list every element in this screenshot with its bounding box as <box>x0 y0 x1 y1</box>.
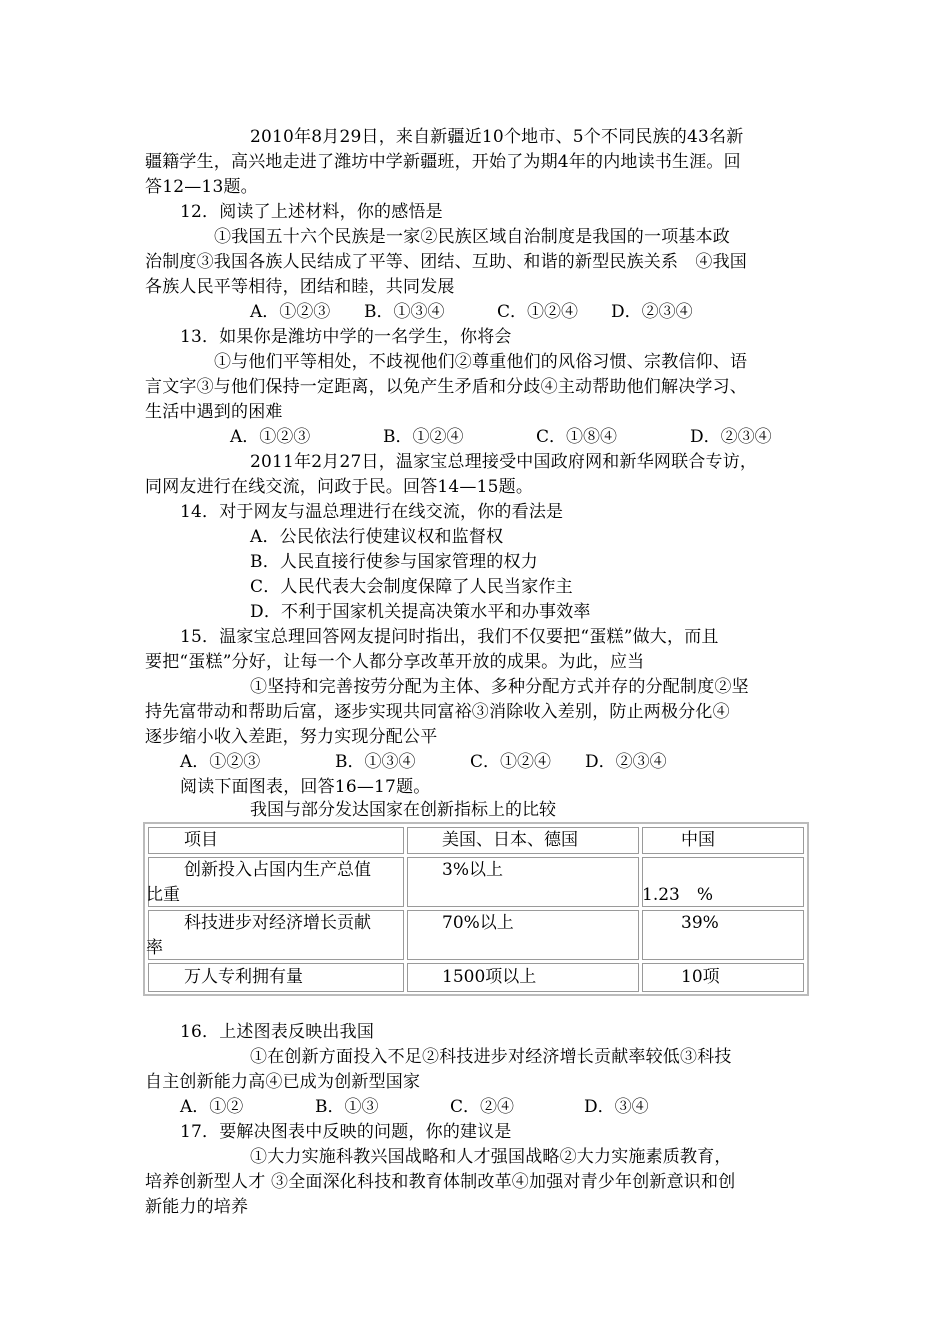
q12-statement-line-3: 各族人民平等相待，团结和睦，共同发展 <box>145 277 455 297</box>
q13-option-a: A．①②③ <box>230 427 311 447</box>
q16-stem: 16．上述图表反映出我国 <box>180 1022 375 1042</box>
table-row <box>148 910 404 960</box>
passage-b-line-2: 同网友进行在线交流，问政于民。回答14—15题。 <box>145 477 534 497</box>
q13-stem: 13．如果你是潍坊中学的一名学生，你将会 <box>180 327 512 347</box>
q14-option-d: D．不利于国家机关提高决策水平和办事效率 <box>250 602 591 622</box>
row-developed-value: 1500项以上 <box>442 967 537 987</box>
q15-option-d: D．②③④ <box>585 752 667 772</box>
table-cell <box>642 910 804 960</box>
table-cell <box>642 963 804 992</box>
row-developed-value: 70%以上 <box>442 913 514 933</box>
q15-option-a: A．①②③ <box>180 752 261 772</box>
row-item-line-1: 创新投入占国内生产总值 <box>184 860 371 880</box>
q12-option-b: B．①③④ <box>364 302 445 322</box>
q12-option-c: C．①②④ <box>497 302 579 322</box>
comparison-table <box>143 822 809 996</box>
q17-statement-line-3: 新能力的培养 <box>145 1197 249 1217</box>
q15-statement-line-1: ①坚持和完善按劳分配为主体、多种分配方式并存的分配制度②坚 <box>250 677 749 697</box>
q16-statement-line-2: 自主创新能力高④已成为创新型国家 <box>145 1072 421 1092</box>
q12-stem: 12．阅读了上述材料，你的感悟是 <box>180 202 443 222</box>
passage-a-line-2: 疆籍学生，高兴地走进了潍坊中学新疆班，开始了为期4年的内地读书生涯。回 <box>145 152 741 172</box>
q15-statement-line-2: 持先富带动和帮助后富，逐步实现共同富裕③消除收入差别，防止两极分化④ <box>145 702 730 722</box>
table-cell <box>407 910 639 960</box>
table-title: 我国与部分发达国家在创新指标上的比较 <box>250 800 556 820</box>
q17-stem: 17．要解决图表中反映的问题，你的建议是 <box>180 1122 512 1142</box>
row-china-value: 10项 <box>681 967 720 987</box>
passage-a-line-3: 答12—13题。 <box>145 177 258 197</box>
q17-statement-line-1: ①大力实施科教兴国战略和人才强国战略②大力实施素质教育， <box>250 1147 732 1167</box>
row-item-line-2: 比重 <box>146 885 180 905</box>
q16-option-c: C．②④ <box>450 1097 515 1117</box>
row-china-value: 1.23 % <box>642 885 714 905</box>
table-header-cell <box>148 827 404 854</box>
q16-option-a: A．①② <box>180 1097 244 1117</box>
row-item-line-1: 科技进步对经济增长贡献 <box>184 913 371 933</box>
q12-statement-line-1: ①我国五十六个民族是一家②民族区域自治制度是我国的一项基本政 <box>214 227 730 247</box>
header-developed: 美国、日本、德国 <box>442 830 578 850</box>
table-header-cell <box>407 827 639 854</box>
q13-statement-line-3: 生活中遇到的困难 <box>145 402 283 422</box>
row-china-value: 39% <box>681 913 719 933</box>
q12-option-a: A．①②③ <box>250 302 331 322</box>
table-row <box>148 963 404 992</box>
q12-statement-line-2: 治制度③我国各族人民结成了平等、团结、互助、和谐的新型民族关系 ④我国 <box>145 252 747 272</box>
q15-stem-line-1: 15．温家宝总理回答网友提问时指出，我们不仅要把“蛋糕”做大，而且 <box>180 627 719 647</box>
passage-b-line-1: 2011年2月27日，温家宝总理接受中国政府网和新华网联合专访， <box>250 452 758 472</box>
q14-option-a: A．公民依法行使建议权和监督权 <box>250 527 504 547</box>
q14-stem: 14．对于网友与温总理进行在线交流，你的看法是 <box>180 502 564 522</box>
q13-statement-line-2: 言文字③与他们保持一定距离，以免产生矛盾和分歧④主动帮助他们解决学习、 <box>145 377 747 397</box>
q17-statement-line-2: 培养创新型人才 ③全面深化科技和教育体制改革④加强对青少年创新意识和创 <box>145 1172 736 1192</box>
q16-option-b: B．①③ <box>315 1097 379 1117</box>
row-developed-value: 3%以上 <box>442 860 503 880</box>
table-cell <box>407 857 639 907</box>
header-item: 项目 <box>184 830 218 850</box>
q13-option-d: D．②③④ <box>690 427 772 447</box>
header-china: 中国 <box>681 830 715 850</box>
q13-option-c: C．①⑧④ <box>536 427 618 447</box>
q13-option-b: B．①②④ <box>383 427 464 447</box>
q14-option-c: C．人民代表大会制度保障了人民当家作主 <box>250 577 573 597</box>
q12-option-d: D．②③④ <box>611 302 693 322</box>
q13-statement-line-1: ①与他们平等相处，不歧视他们②尊重他们的风俗习惯、宗教信仰、语 <box>214 352 748 372</box>
table-header-cell <box>642 827 804 854</box>
q15-stem-line-2: 要把“蛋糕”分好，让每一个人都分享改革开放的成果。为此，应当 <box>145 652 645 672</box>
q16-option-d: D．③④ <box>584 1097 649 1117</box>
q15-option-c: C．①②④ <box>470 752 552 772</box>
q16-statement-line-1: ①在创新方面投入不足②科技进步对经济增长贡献率较低③科技 <box>250 1047 732 1067</box>
table-cell <box>642 857 804 907</box>
row-item-line-2: 率 <box>146 938 163 958</box>
table-intro: 阅读下面图表，回答16—17题。 <box>180 777 431 797</box>
q15-option-b: B．①③④ <box>335 752 416 772</box>
q15-statement-line-3: 逐步缩小收入差距，努力实现分配公平 <box>145 727 438 747</box>
table-row <box>148 857 404 907</box>
q14-option-b: B．人民直接行使参与国家管理的权力 <box>250 552 538 572</box>
passage-a-line-1: 2010年8月29日，来自新疆近10个地市、5个不同民族的43名新 <box>250 127 744 147</box>
table-cell <box>407 963 639 992</box>
row-item-line-1: 万人专利拥有量 <box>184 967 303 987</box>
